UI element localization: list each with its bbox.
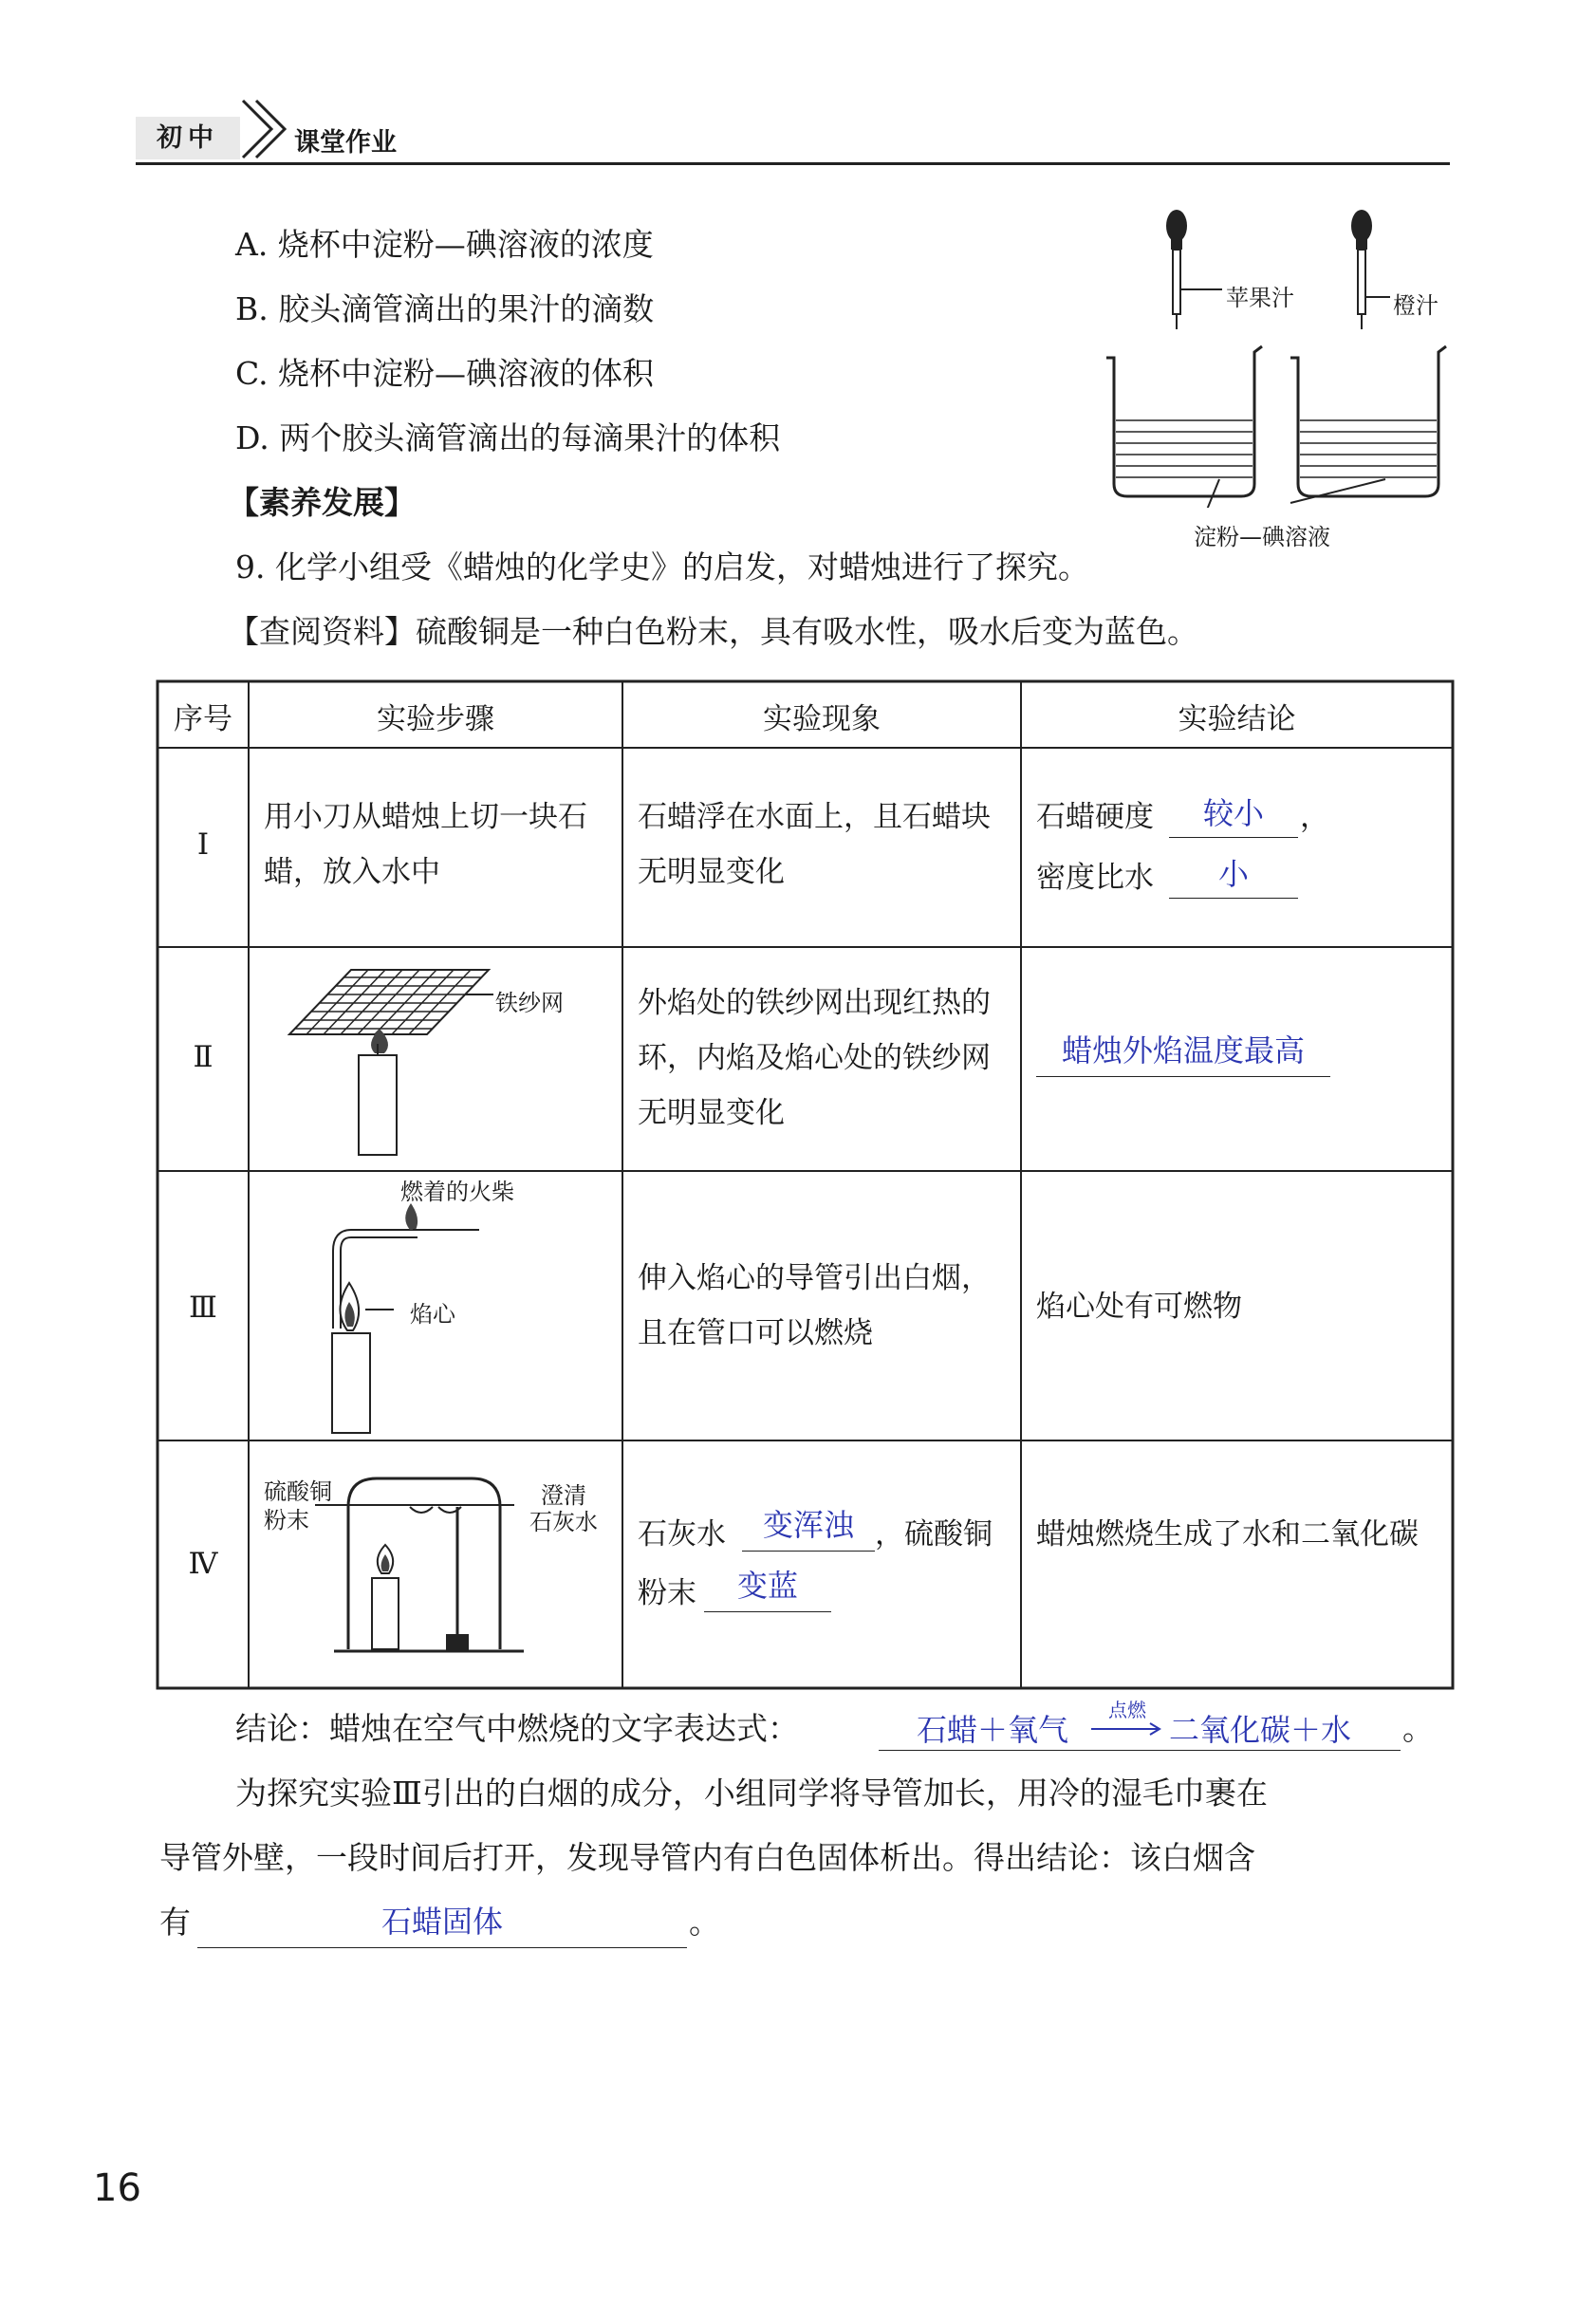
row4-no: Ⅳ [188, 1547, 218, 1581]
row4-phen-b: ，硫酸铜 [875, 1517, 993, 1552]
option-c: C. 烧杯中淀粉—碘溶液的体积 [235, 355, 655, 392]
label-starch-iodine: 淀粉—碘溶液 [1194, 524, 1330, 550]
equation-condition: 点燃 [1108, 1699, 1146, 1721]
row3-conclusion: 焰心处有可燃物 [1036, 1290, 1242, 1324]
conclusion-answer-blank [879, 1700, 1401, 1751]
row2-label-gauze: 铁纱网 [495, 990, 564, 1016]
table-header-step: 实验步骤 [377, 702, 494, 736]
question-9: 9. 化学小组受《蜡烛的化学史》的启发，对蜡烛进行了探究。 [235, 548, 1089, 585]
row4-phen-c: 粉末 [638, 1576, 696, 1610]
page-number: 16 [93, 2166, 141, 2210]
row1-conclusion-b: 密度比水 [1036, 861, 1154, 895]
option-d: D. 两个胶头滴管滴出的每滴果汁的体积 [235, 419, 781, 456]
row4-label-lime-2: 石灰水 [529, 1509, 598, 1535]
row1-answer-b: 小 [1217, 856, 1249, 892]
label-apple-juice: 苹果汁 [1226, 285, 1294, 311]
row3-phenomenon: 伸入焰心的导管引出白烟，且在管口可以燃烧 [638, 1261, 991, 1350]
row1-no: Ⅰ [196, 827, 210, 862]
row4-label-copper-2: 粉末 [264, 1507, 309, 1533]
para-line-3-end: 。 [689, 1904, 720, 1941]
row4-label-copper-1: 硫酸铜 [264, 1478, 332, 1505]
row3-no: Ⅲ [189, 1291, 217, 1325]
row4-answer-b: 变蓝 [736, 1568, 798, 1604]
row2-answer-blank [1036, 1027, 1330, 1077]
conclusion-prefix: 结论：蜡烛在空气中燃烧的文字表达式： [235, 1710, 799, 1747]
para-answer-blank [197, 1898, 687, 1948]
row1-answer-a: 较小 [1202, 795, 1264, 831]
row1-comma: ， [1300, 800, 1329, 834]
level-badge: 初中 [136, 117, 240, 159]
row1-phenomenon: 石蜡浮在水面上，且石蜡块无明显变化 [638, 800, 991, 889]
row1-step: 用小刀从蜡烛上切一块石蜡，放入水中 [264, 800, 587, 889]
table-header-conclusion: 实验结论 [1178, 702, 1296, 736]
row4-conclusion: 蜡烛燃烧生成了水和二氧化碳 [1036, 1517, 1419, 1552]
row2-answer: 蜡烛外焰温度最高 [1061, 1032, 1305, 1069]
arrow-icon [1089, 1719, 1165, 1738]
section-title: 【素养发展】 [228, 484, 416, 521]
row4-answer-a-blank [742, 1501, 875, 1552]
row2-no: Ⅱ [193, 1040, 213, 1074]
conclusion-end: 。 [1402, 1710, 1434, 1747]
row1-answer-a-blank [1169, 790, 1298, 838]
reference-info: 【查阅资料】硫酸铜是一种白色粉末，具有吸水性，吸水后变为蓝色。 [228, 613, 1198, 650]
row1-answer-b-blank [1169, 850, 1298, 899]
row3-label-core: 焰心 [410, 1301, 455, 1328]
iron-gauze-candle-figure [285, 960, 531, 1160]
label-orange-juice: 橙汁 [1393, 292, 1438, 319]
para-line-1: 为探究实验Ⅲ引出的白烟的成分，小组同学将导管加长，用冷的湿毛巾裹在 [235, 1775, 1268, 1812]
option-a: A. 烧杯中淀粉—碘溶液的浓度 [235, 226, 654, 263]
para-line-2: 导管外壁，一段时间后打开，发现导管内有白色固体析出。得出结论：该白烟含 [159, 1839, 1255, 1876]
row4-answer-a: 变浑浊 [762, 1507, 854, 1543]
equation-right: 二氧化碳＋水 [1169, 1712, 1352, 1748]
row4-answer-b-blank [704, 1562, 831, 1612]
table-header-no: 序号 [174, 702, 232, 736]
row2-phenomenon: 外焰处的铁纱网出现红热的环，内焰及焰心处的铁纱网无明显变化 [638, 986, 991, 1130]
row3-label-match: 燃着的火柴 [400, 1179, 514, 1205]
para-line-3-prefix: 有 [159, 1904, 191, 1941]
table-header-phenomenon: 实验现象 [763, 702, 881, 736]
row1-conclusion-a: 石蜡硬度 [1036, 800, 1154, 834]
header-title: 课堂作业 [294, 128, 397, 158]
row4-phen-a: 石灰水 [638, 1517, 726, 1552]
option-b: B. 胶头滴管滴出的果汁的滴数 [235, 290, 655, 327]
para-answer: 石蜡固体 [380, 1904, 503, 1940]
equation-left: 石蜡＋氧气 [917, 1712, 1069, 1748]
row4-label-lime-1: 澄清 [541, 1482, 586, 1509]
